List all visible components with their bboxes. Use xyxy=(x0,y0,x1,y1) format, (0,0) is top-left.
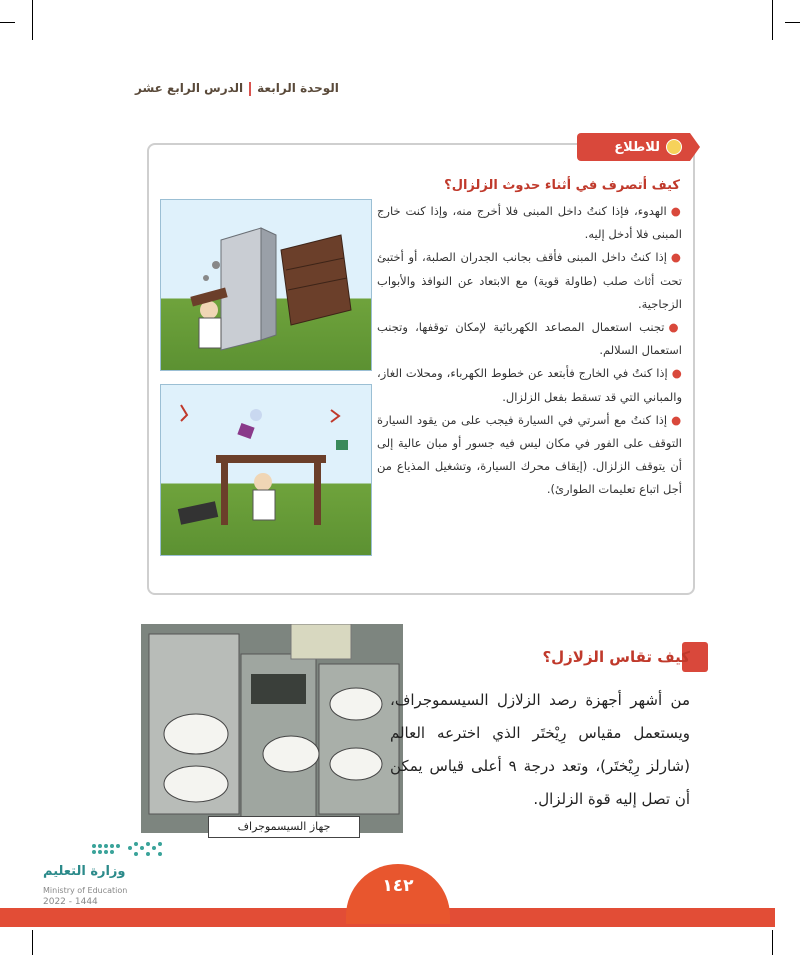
bullet-icon: ● xyxy=(668,320,682,335)
info-tab xyxy=(577,133,690,161)
info-paragraph: ●الهدوء، فإذا كنتُ داخل المبنى فلا أخرج منه، وإذا كنت خارج المبنى فلا أدخل إليه. xyxy=(377,204,682,242)
bullet-icon: ● xyxy=(671,366,682,381)
crop-mark xyxy=(772,930,773,955)
info-tab-label: للاطلاع xyxy=(614,139,660,155)
lesson-label: الدرس الرابع عشر xyxy=(135,81,244,95)
info-paragraph: ●إذا كنتُ مع أسرتي في السيارة فيجب على من يقود السيارة التوقف على الفور في مكان ليس فيه جسور أو مبان عالية إلى أن يتوقف الزلزال. (إيقاف محرك السيارة، وتشغيل المذياع من أجل اتباع تعليمات الطوارئ). xyxy=(377,412,682,497)
info-paragraph: ●إذا كنتُ داخل المبنى فأقف بجانب الجدران الصلبة، أو أختبئ تحت أثاث صلب (طاولة قوية) مع الابتعاد عن النوافذ والأبواب الزجاجية. xyxy=(377,250,682,311)
info-title: كيف أتصرف في أثناء حدوث الزلزال؟ xyxy=(444,178,680,193)
bullet-icon: ● xyxy=(670,204,682,218)
info-text xyxy=(377,200,682,502)
info-paragraph: ●تجنب استعمال المصاعد الكهربائية لإمكان توقفها، وتجنب استعمال السلالم. xyxy=(377,320,682,358)
edition-year: 2022 - 1444 xyxy=(43,897,98,907)
crop-mark xyxy=(32,0,33,40)
crop-mark xyxy=(32,930,33,955)
page-number: ١٤٢ xyxy=(382,876,414,896)
header-separator xyxy=(249,82,251,96)
section-body: من أشهر أجهزة رصد الزلازل السيسموجراف، ويستعمل مقياس رِيْختَر الذي اخترعه العالم (شارلز رِيْختَر)، وتعد درجة ٩ أعلى قياس يمكن أن تصل إليه قوة الزلزال. xyxy=(390,691,690,808)
unit-label: الوحدة الرابعة xyxy=(257,81,339,95)
lightbulb-icon xyxy=(666,139,682,155)
seismograph-drawing xyxy=(141,624,403,833)
crop-mark xyxy=(772,0,773,40)
bullet-icon: ● xyxy=(671,412,682,427)
illustration-table-shelter xyxy=(160,384,372,556)
table-shelter-drawing xyxy=(161,385,371,555)
tab-arrow-icon xyxy=(690,133,700,161)
crop-mark xyxy=(0,22,15,23)
seismograph-photo xyxy=(141,624,403,833)
photo-caption: جهاز السيسموجراف xyxy=(208,816,360,838)
ministry-name-ar: وزارة التعليم xyxy=(43,864,126,879)
ministry-name-en: Ministry of Education xyxy=(43,886,128,895)
bullet-icon: ● xyxy=(670,250,682,265)
wall-shelter-drawing xyxy=(161,200,371,370)
crop-mark xyxy=(785,22,800,23)
running-header xyxy=(135,81,339,96)
section-title: كيف تقاس الزلازل؟ xyxy=(542,648,690,666)
ministry-logo-icon xyxy=(90,838,168,864)
info-paragraph: ●إذا كنتُ في الخارج فأبتعد عن خطوط الكهرباء، ومحلات الغاز، والمباني التي قد تسقط بفعل الزلزال. xyxy=(377,366,682,404)
illustration-wall-shelter xyxy=(160,199,372,371)
